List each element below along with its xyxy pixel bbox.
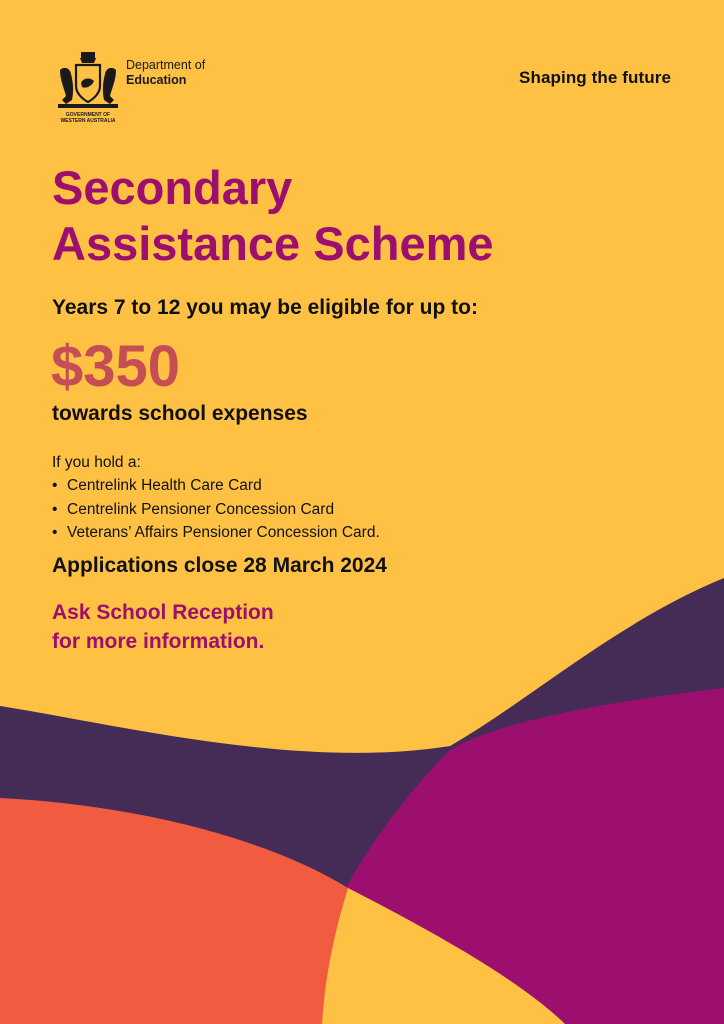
eligibility-text: Years 7 to 12 you may be eligible for up to: (52, 296, 478, 319)
tagline: Shaping the future (519, 68, 671, 87)
contact-line1: Ask School Reception (52, 601, 274, 624)
svg-text:WESTERN AUSTRALIA: WESTERN AUSTRALIA (60, 118, 116, 124)
list-item: • Centrelink Pensioner Concession Card (52, 498, 380, 522)
department-line1: Department of (126, 58, 206, 72)
amount-value: $350 (51, 334, 181, 399)
contact-info (52, 598, 274, 656)
card-list (52, 474, 380, 545)
closing-date: Applications close 28 March 2024 (52, 554, 387, 577)
list-item: • Centrelink Health Care Card (52, 474, 380, 498)
title-line2: Assistance Scheme (52, 217, 494, 270)
contact-line2: for more information. (52, 630, 265, 653)
coat-of-arms-icon (52, 50, 124, 124)
svg-text:GOVERNMENT OF: GOVERNMENT OF (65, 112, 111, 118)
department-line2: Education (126, 73, 187, 87)
title-line1: Secondary (52, 161, 293, 214)
department-name (126, 58, 205, 88)
hold-intro: If you hold a: (52, 454, 141, 471)
amount-caption: towards school expenses (52, 402, 308, 425)
list-item: • Veterans’ Affairs Pensioner Concession Card. (52, 521, 380, 545)
page-title (52, 160, 494, 272)
